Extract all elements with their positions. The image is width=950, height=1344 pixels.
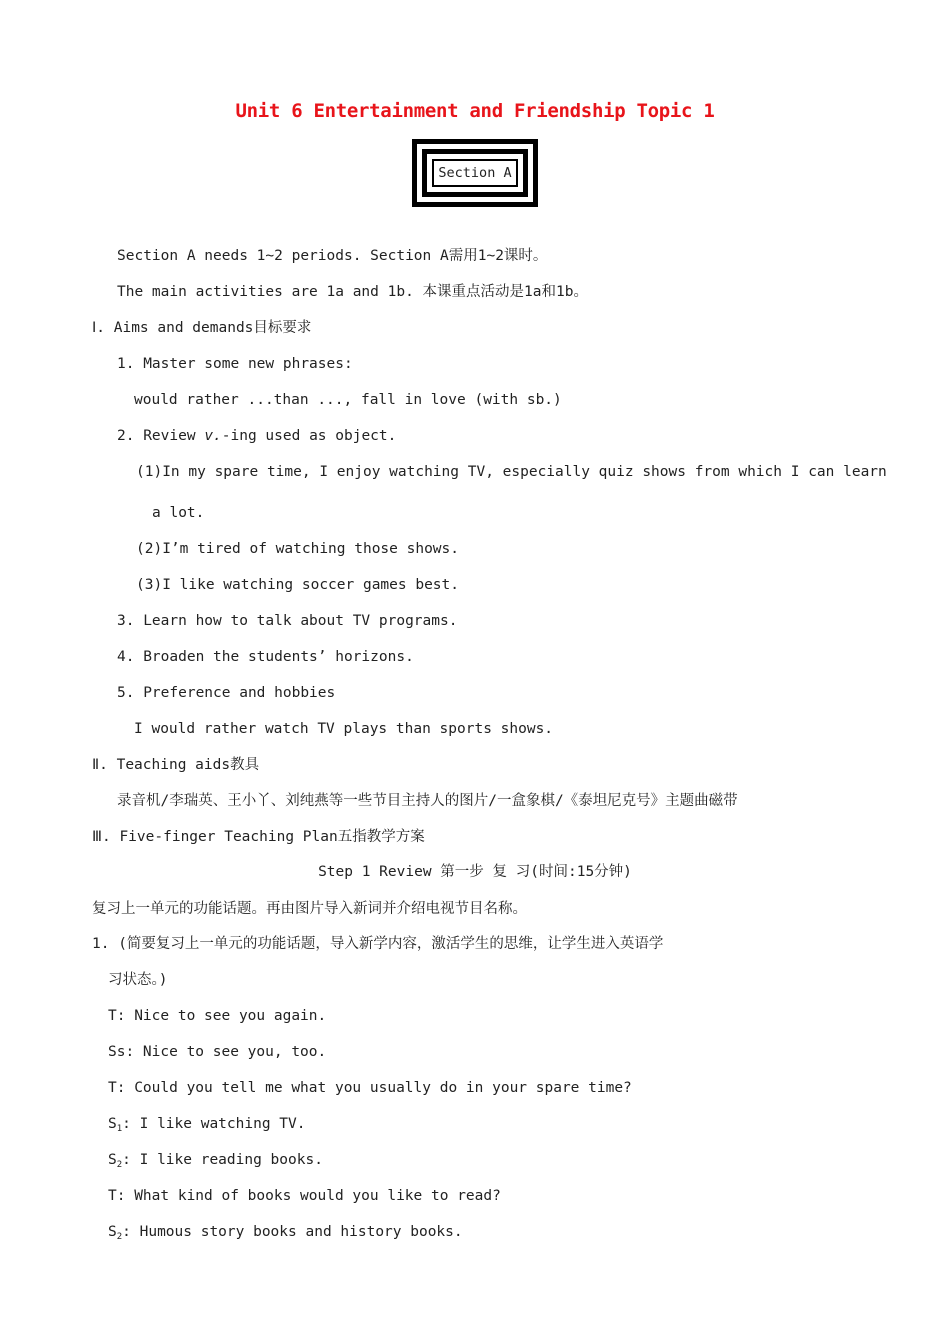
- section-badge-frame: [412, 139, 538, 207]
- step-heading: Step 1 Review 第一步 复 习(时间:15分钟): [318, 864, 632, 880]
- dialogue-line: $S_2$: I like reading books.: [108, 1152, 323, 1170]
- dialogue-line: $S_1$: I like watching TV.: [108, 1116, 306, 1134]
- dialogue-line: T: What kind of books would you like to read?: [108, 1188, 501, 1204]
- dialogue-line: Ss: Nice to see you, too.: [108, 1044, 327, 1060]
- dialogue-line: T: Could you tell me what you usually do in your spare time?: [108, 1080, 632, 1096]
- aims-item-1: 1. Master some new phrases:: [117, 356, 353, 372]
- dialogue-line: T: Nice to see you again.: [108, 1008, 327, 1024]
- aims-item-2: 2. Review v.-ing used as object.: [117, 428, 397, 444]
- example-1-line-2: a lot.: [152, 505, 205, 521]
- aims-item-3: 3. Learn how to talk about TV programs.: [117, 613, 458, 629]
- intro-periods: Section A needs 1~2 periods. Section A需用1~2课时。: [117, 248, 548, 264]
- example-3: (3)I like watching soccer games best.: [136, 577, 460, 593]
- plan-heading: Ⅲ. Five-finger Teaching Plan五指教学方案: [92, 829, 425, 845]
- aims-item-1-detail: would rather ...than ..., fall in love (with sb.): [134, 392, 562, 408]
- section-badge: Section A: [432, 159, 518, 187]
- aids-text: 录音机/李瑞英、王小丫、刘纯燕等一些节目主持人的图片/一盒象棋/《泰坦尼克号》主题曲磁带: [117, 793, 738, 809]
- example-2: (2)I’m tired of watching those shows.: [136, 541, 460, 557]
- point-1-line-2: 习状态。): [108, 972, 168, 988]
- point-1-line-1: 1. (简要复习上一单元的功能话题，导入新学内容，激活学生的思维，让学生进入英语学: [92, 936, 664, 952]
- aids-heading: Ⅱ. Teaching aids教具: [92, 757, 260, 773]
- example-1-line-1: (1)In my spare time, I enjoy watching TV, especially quiz shows from which I can learn: [136, 464, 887, 480]
- aims-item-5: 5. Preference and hobbies: [117, 685, 336, 701]
- aims-item-4: 4. Broaden the students’ horizons.: [117, 649, 414, 665]
- aims-heading: Ⅰ. Aims and demands目标要求: [92, 320, 312, 336]
- intro-activities: The main activities are 1a and 1b. 本课重点活动是1a和1b。: [117, 284, 588, 300]
- step-summary: 复习上一单元的功能话题。再由图片导入新词并介绍电视节目名称。: [92, 901, 527, 917]
- aims-item-5-detail: I would rather watch TV plays than sports shows.: [134, 721, 554, 737]
- dialogue-line: $S_2$: Humous story books and history books.: [108, 1224, 463, 1242]
- document-title: Unit 6 Entertainment and Friendship Topic 1: [235, 100, 715, 122]
